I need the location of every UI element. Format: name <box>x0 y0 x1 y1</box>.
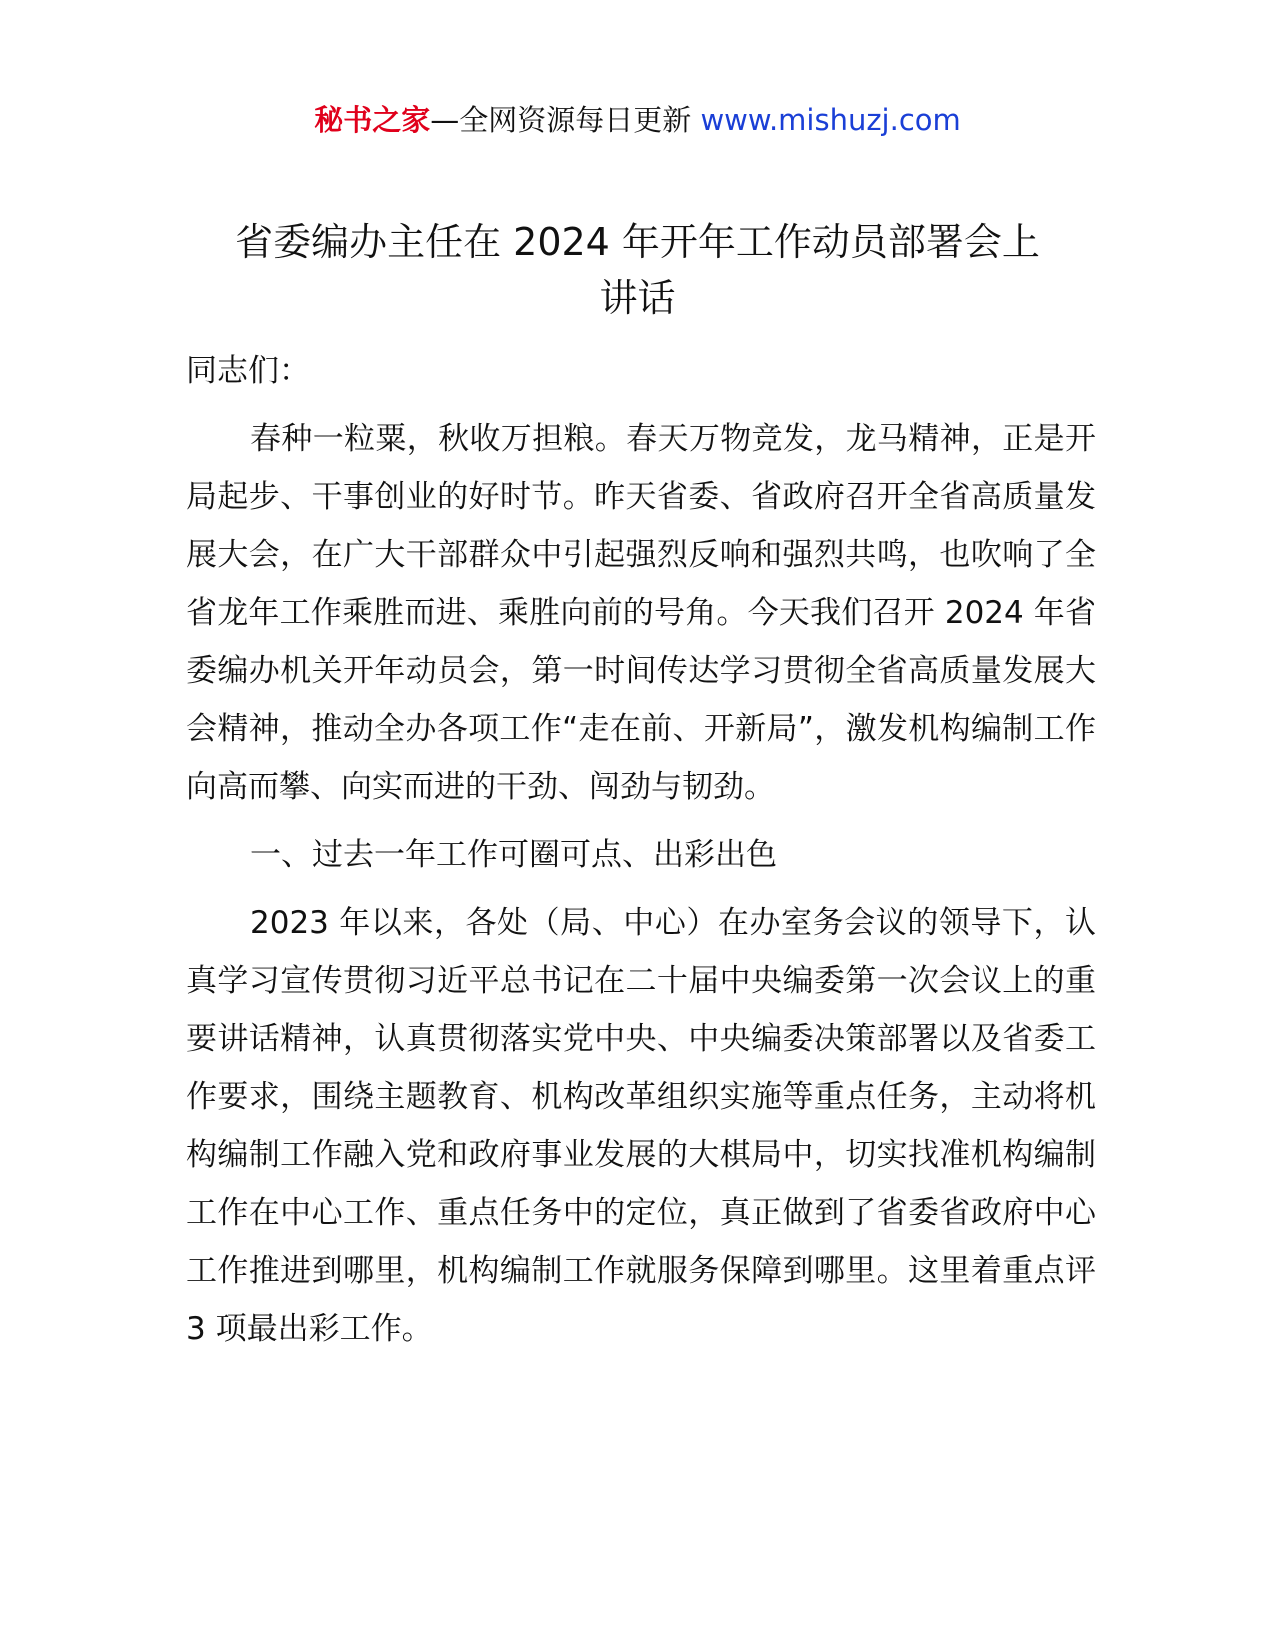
document-body <box>186 342 1096 1358</box>
brand-name: 秘书之家 <box>314 103 431 137</box>
site-url[interactable]: www.mishuzj.com <box>700 103 961 137</box>
document-title-line-2: 讲话 <box>599 276 676 320</box>
brand-slogan: —全网资源每日更新 <box>430 103 692 137</box>
document-title-line-1: 省委编办主任在 2024 年开年工作动员部署会上 <box>235 220 1040 264</box>
page-header <box>0 98 1275 142</box>
paragraph-review: 2023 年以来，各处（局、中心）在办室务会议的领导下，认真学习宣传贯彻习近平总书记在二十届中央编委第一次会议上的重要讲话精神，认真贯彻落实党中央、中央编委决策部署以及省委工作要求，围绕主题教育、机构改革组织实施等重点任务，主动将机构编制工作融入党和政府事业发展的大棋局中，切实找准机构编制工作在中心工作、重点任务中的定位，真正做到了省委省政府中心工作推进到哪里，机构编制工作就服务保障到哪里。这里着重点评 3 项最出彩工作。 <box>186 905 1096 1347</box>
section-heading-1: 一、过去一年工作可圈可点、出彩出色 <box>250 837 777 873</box>
document-title <box>150 214 1125 326</box>
paragraph-intro: 春种一粒粟，秋收万担粮。春天万物竞发，龙马精神，正是开局起步、干事创业的好时节。昨天省委、省政府召开全省高质量发展大会，在广大干部群众中引起强烈反响和强烈共鸣，也吹响了全省龙年工作乘胜而进、乘胜向前的号角。今天我们召开 2024 年省委编办机关开年动员会，第一时间传达学习贯彻全省高质量发展大会精神，推动全办各项工作“走在前、开新局”，激发机构编制工作向高而攀、向实而进的干劲、闯劲与韧劲。 <box>186 421 1096 805</box>
salutation: 同志们： <box>186 353 310 389</box>
